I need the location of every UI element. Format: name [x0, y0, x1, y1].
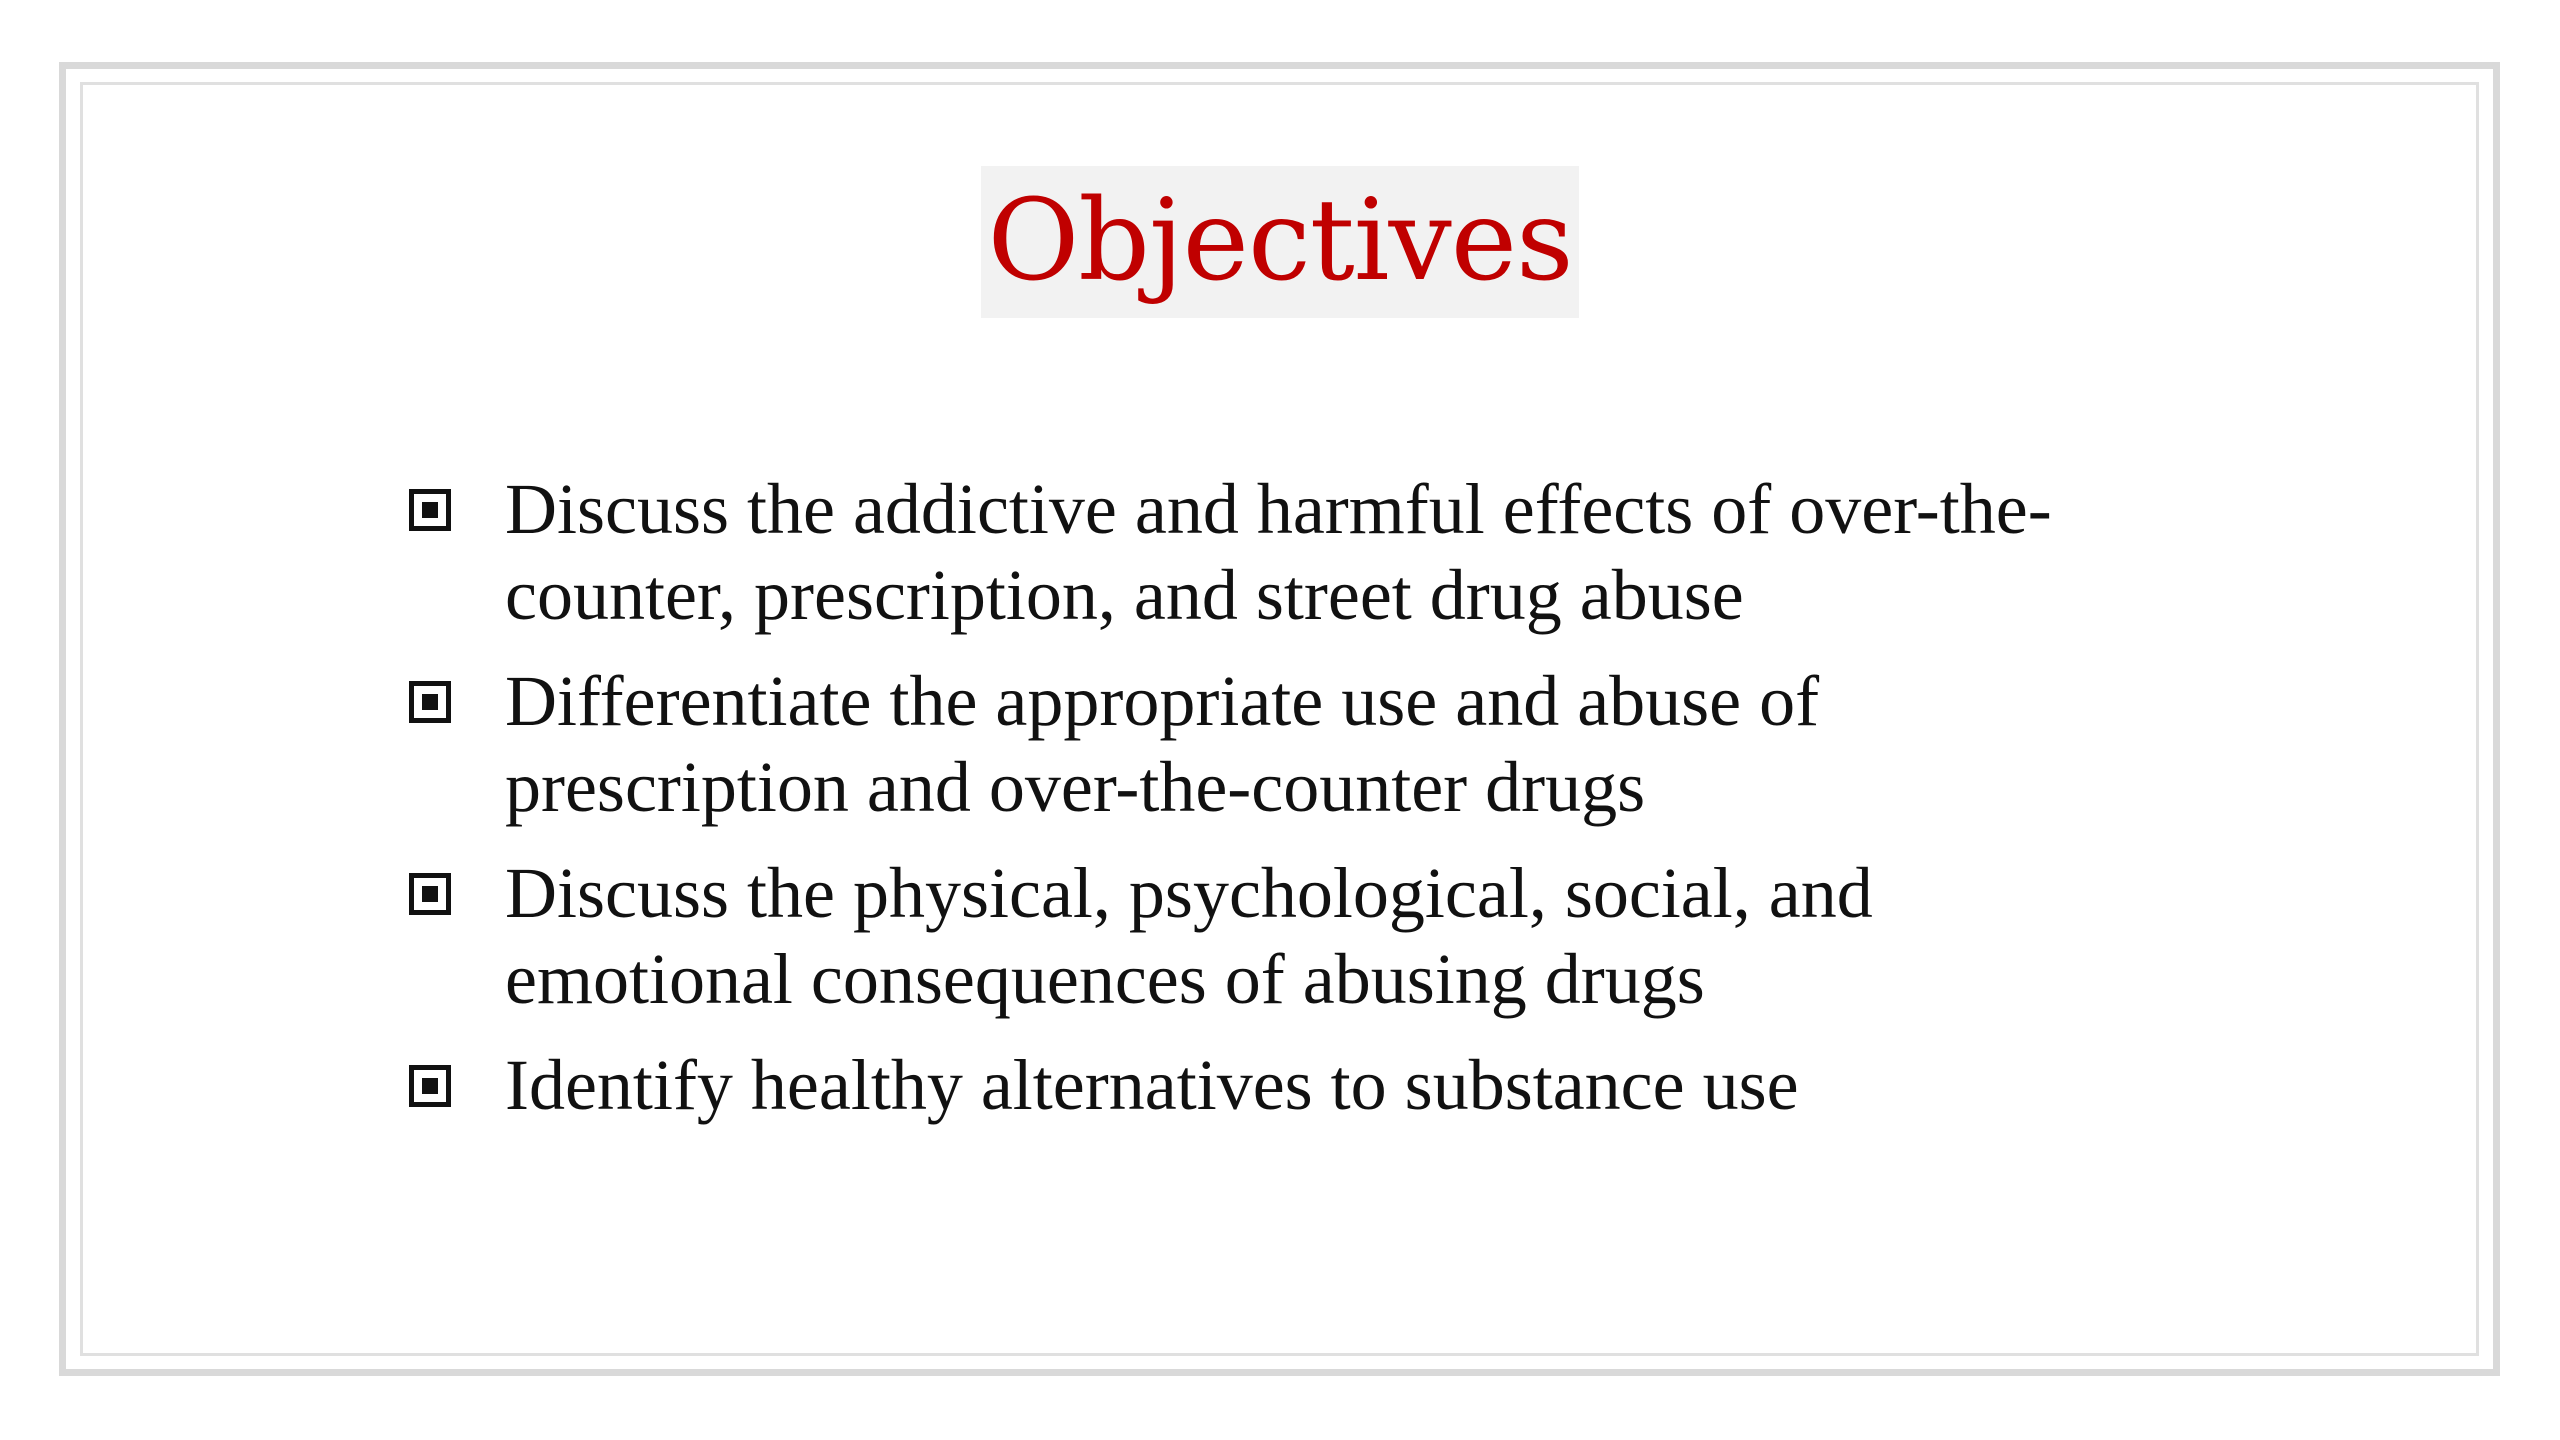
- slide-title: Objectives: [981, 166, 1578, 318]
- list-item: [405, 1042, 2155, 1128]
- objectives-list: [405, 466, 2155, 1148]
- list-item-text: Identify healthy alternatives to substance use: [505, 1045, 1799, 1125]
- list-item: [405, 466, 2155, 638]
- list-item-text: Discuss the addictive and harmful effects of over-the-counter, prescription, and street drug abuse: [505, 469, 2052, 635]
- list-item: [405, 850, 2155, 1022]
- list-item: [405, 658, 2155, 830]
- list-item-text: Differentiate the appropriate use and abuse of prescription and over-the-counter drugs: [505, 661, 1820, 827]
- list-item-text: Discuss the physical, psychological, social, and emotional consequences of abusing drugs: [505, 853, 1873, 1019]
- square-bullet-icon: [409, 489, 451, 531]
- title-container: [0, 166, 2560, 318]
- square-bullet-icon: [409, 1065, 451, 1107]
- square-bullet-icon: [409, 681, 451, 723]
- square-bullet-icon: [409, 873, 451, 915]
